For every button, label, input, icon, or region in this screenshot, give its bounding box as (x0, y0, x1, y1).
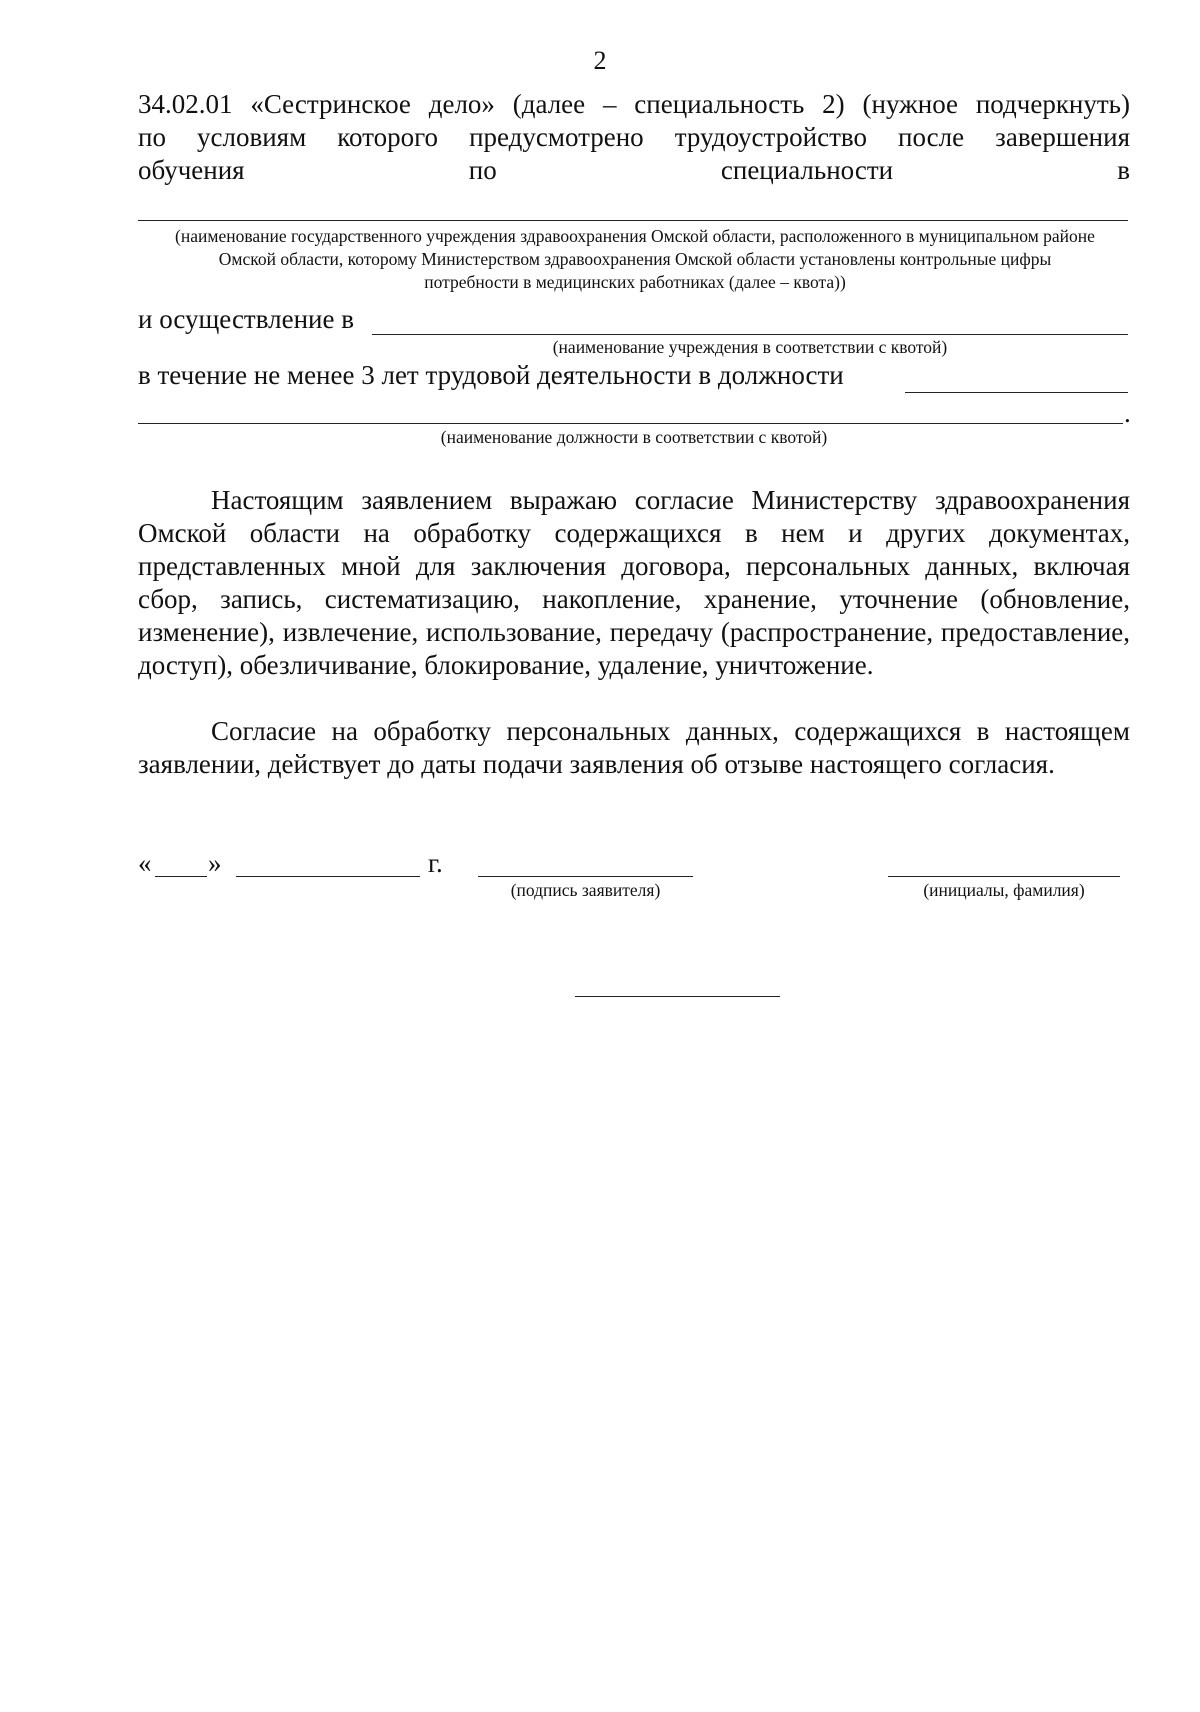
institution-fill-line[interactable] (138, 220, 1128, 221)
position-line-end: . (1124, 398, 1131, 428)
duration-label: в течение не менее 3 лет трудовой деятельности в должности (138, 360, 844, 390)
date-open-quote: « (138, 848, 152, 878)
name-fill-line[interactable] (888, 876, 1120, 877)
caption-signature: (подпись заявителя) (510, 880, 661, 900)
signature-fill-line[interactable] (478, 876, 693, 877)
caption-institution: (наименование государственного учреждения здравоохранения Омской области, расположенного в муниципальном районе Омской области, которому Министерством здравоохранения Омской области установлены контрольные цифры потребности в медицинских работниках (далее – квота)) (175, 226, 1095, 292)
caption-name: (инициалы, фамилия) (923, 880, 1085, 900)
caption-position: (наименование должности в соответствии с квотой) (440, 427, 828, 447)
paragraph-validity: Согласие на обработку персональных данных, содержащихся в настоящем заявлении, действует до даты подачи заявления об отзыве настоящего согласия. (138, 716, 1130, 779)
intro-word-2: по (468, 155, 497, 185)
intro-word-4: в (1117, 155, 1130, 185)
paragraph-consent: Настоящим заявлением выражаю согласие Министерству здравоохранения Омской области на обработку содержащихся в нем и других документах, представленных мной для заключения договора, персональных данных, включая сбор, запись, систематизацию, накопление, хранение, уточнение (обновление, изменение), извлечение, использование, передачу (распространение, предоставление, доступ), обезличивание, блокирование, удаление, уничтожение. (138, 485, 1130, 680)
intro-word-3: специальности (720, 155, 894, 185)
position-fill-line-1[interactable] (905, 392, 1128, 393)
intro-block (138, 88, 1130, 187)
implementation-label: и осуществление в (138, 304, 354, 334)
date-day-fill-line[interactable] (155, 876, 207, 877)
caption-quota-institution: (наименование учреждения в соответствии с квотой) (552, 337, 948, 357)
date-year-suffix: г. (428, 848, 443, 878)
date-month-fill-line[interactable] (236, 876, 420, 877)
intro-line-1: 34.02.01 «Сестринское дело» (далее – специальность 2) (нужное подчеркнуть) (138, 89, 1130, 119)
intro-line-2: по условиям которого предусмотрено трудоустройство после завершения (138, 122, 1130, 152)
page-number: 2 (593, 46, 607, 75)
quota-institution-fill-line[interactable] (372, 334, 1128, 335)
date-close-quote: » (208, 848, 222, 878)
closing-separator (575, 996, 780, 997)
intro-line-3 (138, 154, 1130, 187)
intro-word-1: обучения (138, 155, 245, 185)
position-fill-line-2[interactable] (138, 423, 1123, 424)
